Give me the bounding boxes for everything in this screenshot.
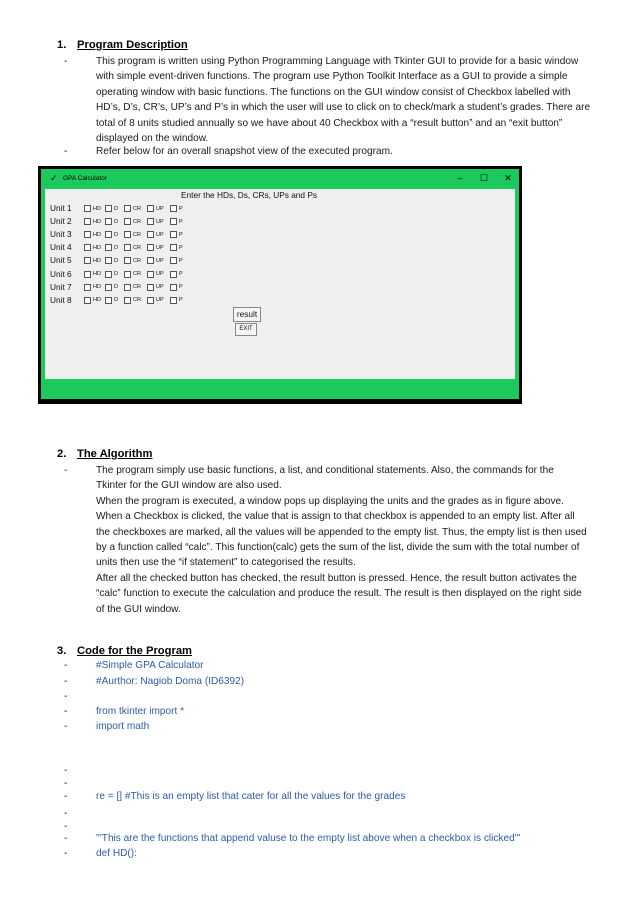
grade-checkbox-up[interactable] [147, 257, 164, 264]
checkbox-box[interactable] [147, 231, 154, 238]
grade-checkbox-hd[interactable] [84, 231, 101, 238]
checkbox-label: HD [93, 231, 101, 238]
checkbox-label: CR [133, 271, 141, 277]
checkbox-label: D [114, 257, 118, 264]
text-line: of the GUI window. [96, 603, 181, 615]
grade-checkbox-cr[interactable] [124, 218, 141, 225]
grade-checkbox-p[interactable] [170, 284, 183, 291]
checkbox-box[interactable] [84, 218, 91, 225]
grade-checkbox-up[interactable] [147, 284, 164, 291]
checkbox-box[interactable] [84, 297, 91, 304]
grade-checkbox-cr[interactable] [124, 271, 141, 278]
checkbox-label: CR [133, 231, 141, 238]
grade-checkbox-up[interactable] [147, 218, 164, 225]
grade-checkbox-d[interactable] [105, 297, 118, 304]
window-client-area [45, 189, 515, 379]
unit-label: Unit 7 [50, 281, 72, 292]
code-text: def HD(): [96, 848, 137, 859]
text-line: total of 8 units studied annually so we have about 40 Checkbox with a “result button” and an “exit button” [96, 117, 563, 129]
section-2-heading [57, 448, 152, 460]
code-text: import math [96, 721, 150, 732]
gui-screenshot [38, 166, 522, 404]
text-line: The program simply use basic functions, a list, and conditional statements. Also, the commands for the [96, 465, 554, 476]
text-line: the checkboxes are marked, all the values will be appended to the empty list. Thus, the empty list is then used [96, 526, 587, 538]
checkbox-box[interactable] [147, 205, 154, 212]
checkbox-box[interactable] [124, 257, 131, 264]
checkbox-label: UP [156, 205, 164, 212]
checkbox-box[interactable] [84, 257, 91, 264]
document-page: 1. Program Description - This program is written using Python Programming Language with Tkinter GUI to provide for a basic window with simple event-driven functions. The program use Python Toolkit Interface as a GUI to provide a simple operating window with basic functions. The functions on the GUI window consist of Checkbox labelled with HD’s, D’s, CR’s, UP’s and P’s in which the user will use to click on to check/mark a student’s grades. There are total of 8 units studied annually so we have about 40 Checkbox with a “result button” and an “exit button” displayed on the window. - Refer below for an overall snapshot view of the executed program. ✓ GPA Calculator – ☐ ✕ Enter the HDs, Ds, CRs, UPs and Ps result EXIT Unit 1 HD D CR UP P Unit 2 HD D CR UP P Unit 3 HD D CR UP P Unit 4 HD D CR UP P Unit 5 HD D CR UP P Unit 6 HD D CR UP P Unit 7 HD D CR UP P Unit 8 HD D CR UP P 2. The Algorithm - The program simply use basic functions, a list, and conditional statements. Also, the commands for the Tkinter for the GUI window are also used. When the program is executed, a window pops up displaying the units and the grades as in figure above. When a Checkbox is clicked, the value that is assign to that checkbox is appended to an empty list. After all the checkboxes are marked, all the values will be appended to the empty list. Thus, the empty list is then used by a function called “calc”. This function(calc) gets the sum of the list, divide the sum with the total number of units then use the “if statement” to categorised the results. After all the checked button has checked, the result button is pressed. Hence, the result button activates the “calc” function to execute the calculation and produce the result. The result is then displayed on the right side of the GUI window. 3. Code for the Program - #Simple GPA Calculator - #Aurthor: Nagiob Doma (ID6392) - - from tkinter import * - import math - - - re = [] #This is an empty list that cater for all the values for the grades - - - '''This are the functions that append valuse to the empty list above when a checkbox is clicked''' - def HD(): [0, 0, 638, 902]
checkbox-box[interactable] [84, 271, 91, 278]
section-title: Code for the Program [77, 645, 192, 657]
text-line: This program is written using Python Programming Language with Tkinter GUI to provide for a basic window [96, 56, 579, 67]
grade-checkbox-p[interactable] [170, 271, 183, 278]
checkbox-label: UP [156, 284, 164, 291]
grade-checkbox-hd[interactable] [84, 271, 101, 278]
checkbox-box[interactable] [170, 257, 177, 264]
grade-checkbox-hd[interactable] [84, 297, 101, 304]
window-titlebar [41, 169, 519, 189]
checkbox-box[interactable] [105, 244, 112, 251]
checkbox-label: CR [133, 205, 141, 212]
checkbox-box[interactable] [105, 218, 112, 225]
checkbox-label: HD [93, 271, 101, 277]
text-line: When a Checkbox is clicked, the value that is assign to that checkbox is appended to an empty list. After all [96, 511, 575, 523]
checkbox-label: P [179, 257, 183, 264]
checkbox-box[interactable] [170, 284, 177, 291]
grade-checkbox-p[interactable] [170, 205, 183, 212]
grade-checkbox-d[interactable] [105, 271, 118, 278]
checkbox-label: UP [156, 297, 164, 304]
unit-label: Unit 3 [50, 229, 72, 240]
grade-checkbox-p[interactable] [170, 244, 183, 251]
grade-checkbox-up[interactable] [147, 244, 164, 251]
checkbox-box[interactable] [147, 297, 154, 304]
grade-checkbox-up[interactable] [147, 231, 164, 238]
checkbox-box[interactable] [170, 297, 177, 304]
checkbox-label: D [114, 244, 118, 251]
checkbox-box[interactable] [147, 257, 154, 264]
unit-label: Unit 1 [50, 203, 72, 213]
checkbox-box[interactable] [170, 231, 177, 238]
checkbox-box[interactable] [147, 218, 154, 225]
grade-checkbox-p[interactable] [170, 218, 183, 225]
maximize-button[interactable]: ☐ [479, 173, 489, 183]
grade-checkbox-hd[interactable] [84, 257, 101, 264]
checkbox-box[interactable] [124, 244, 131, 251]
checkbox-label: P [179, 205, 183, 212]
text-line: After all the checked button has checked, the result button is pressed. Hence, the result button activates the [96, 572, 577, 584]
checkbox-box[interactable] [124, 271, 131, 278]
checkbox-label: HD [93, 257, 101, 264]
grade-checkbox-d[interactable] [105, 231, 118, 238]
close-button[interactable]: ✕ [504, 173, 512, 183]
checkbox-label: UP [156, 218, 164, 225]
checkbox-box[interactable] [147, 244, 154, 251]
text-line: by a function called “calc”. This function(calc) gets the sum of the list, divide the sum with the total number of [96, 542, 580, 554]
section-1-heading [57, 39, 188, 51]
checkbox-label: CR [133, 244, 141, 251]
grade-checkbox-hd[interactable] [84, 244, 101, 251]
checkbox-box[interactable] [105, 231, 112, 238]
text-line: HD’s, D’s, CR’s, UP’s and P’s in which the user will use to click on to check/mark a student’s grades. There are [96, 102, 591, 114]
checkbox-box[interactable] [147, 284, 154, 291]
section-title: The Algorithm [77, 448, 153, 460]
checkbox-label: HD [93, 284, 101, 291]
code-text: '''This are the functions that append valuse to the empty list above when a checkbox is clicked''' [96, 833, 521, 844]
text-line: operating window with basic functions. The functions on the GUI window consist of Checkbox labelled with [96, 86, 571, 98]
code-text: from tkinter import * [96, 705, 185, 717]
checkbox-label: CR [133, 284, 141, 291]
checkbox-box[interactable] [170, 244, 177, 251]
unit-label: Unit 5 [50, 255, 72, 266]
checkbox-label: UP [156, 231, 164, 238]
minimize-button[interactable]: – [457, 173, 463, 183]
text-line: Tkinter for the GUI window are also used. [96, 480, 282, 492]
text-line: When the program is executed, a window pops up displaying the units and the grades as in figure above. [96, 495, 564, 507]
checkbox-label: D [114, 284, 118, 291]
feather-icon: ✓ [50, 173, 58, 183]
checkbox-box[interactable] [105, 284, 112, 291]
checkbox-label: UP [156, 244, 164, 251]
grade-checkbox-hd[interactable] [84, 218, 101, 225]
checkbox-label: HD [93, 244, 101, 251]
unit-label: Unit 6 [50, 268, 72, 279]
checkbox-box[interactable] [105, 297, 112, 304]
code-text: re = [] #This is an empty list that cater for all the values for the grades [96, 790, 406, 802]
grade-checkbox-d[interactable] [105, 205, 118, 212]
unit-label: Unit 8 [50, 294, 72, 305]
checkbox-box[interactable] [84, 205, 91, 212]
checkbox-label: D [114, 271, 118, 277]
checkbox-box[interactable] [84, 231, 91, 238]
grade-checkbox-up[interactable] [147, 297, 164, 304]
checkbox-label: HD [93, 218, 101, 225]
gui-heading: Enter the HDs, Ds, CRs, UPs and Ps [181, 190, 318, 200]
checkbox-label: UP [156, 271, 164, 277]
grade-checkbox-up[interactable] [147, 205, 164, 212]
checkbox-label: D [114, 297, 118, 304]
checkbox-label: P [179, 297, 183, 304]
checkbox-box[interactable] [124, 231, 131, 238]
text-line: Refer below for an overall snapshot view of the executed program. [96, 146, 393, 157]
grade-checkbox-p[interactable] [170, 231, 183, 238]
checkbox-label: P [179, 218, 183, 225]
text-line: “calc” function to execute the calculation and produce the result. The result is then displayed on the right side [96, 588, 582, 600]
checkbox-box[interactable] [170, 205, 177, 212]
grade-checkbox-up[interactable] [147, 271, 164, 278]
checkbox-box[interactable] [170, 218, 177, 225]
checkbox-box[interactable] [170, 271, 177, 278]
section-number: 3. [57, 645, 67, 657]
checkbox-box[interactable] [124, 284, 131, 291]
section-number: 2. [57, 448, 67, 460]
grade-checkbox-hd[interactable] [84, 284, 101, 291]
checkbox-label: P [179, 244, 183, 251]
grade-checkbox-d[interactable] [105, 257, 118, 264]
grade-checkbox-p[interactable] [170, 257, 183, 264]
grade-checkbox-cr[interactable] [124, 284, 141, 291]
grade-checkbox-hd[interactable] [84, 205, 101, 212]
checkbox-label: D [114, 218, 118, 225]
checkbox-box[interactable] [84, 244, 91, 251]
grade-checkbox-d[interactable] [105, 244, 118, 251]
checkbox-label: CR [133, 257, 141, 264]
section-title: Program Description [77, 39, 188, 51]
grade-checkbox-cr[interactable] [124, 231, 141, 238]
section-number: 1. [57, 39, 67, 51]
code-text: #Aurthor: Nagiob Doma (ID6392) [96, 675, 245, 687]
text-line: displayed on the window. [96, 133, 209, 145]
checkbox-label: HD [93, 297, 101, 304]
checkbox-box[interactable] [124, 218, 131, 225]
checkbox-box[interactable] [105, 205, 112, 212]
grade-checkbox-d[interactable] [105, 284, 118, 291]
checkbox-label: UP [156, 257, 164, 264]
grade-checkbox-d[interactable] [105, 218, 118, 225]
checkbox-box[interactable] [124, 297, 131, 304]
grade-checkbox-cr[interactable] [124, 244, 141, 251]
exit-button[interactable]: EXIT [235, 323, 257, 336]
grade-checkbox-p[interactable] [170, 297, 183, 304]
checkbox-box[interactable] [105, 257, 112, 264]
unit-label: Unit 2 [50, 216, 72, 227]
checkbox-label: P [179, 271, 183, 277]
section-3-heading [57, 645, 192, 657]
grade-checkbox-cr[interactable] [124, 297, 141, 304]
window-title: GPA Calculator [63, 175, 107, 182]
checkbox-box[interactable] [105, 271, 112, 278]
checkbox-label: HD [93, 205, 101, 212]
grade-checkbox-cr[interactable] [124, 257, 141, 264]
checkbox-box[interactable] [84, 284, 91, 291]
text-line: with simple event-driven functions. The program use Python Toolkit Interface as a GUI to provide a simple [96, 71, 568, 83]
text-line: units then use the “if statement” to categorised the results. [96, 557, 356, 569]
code-text: #Simple GPA Calculator [96, 660, 204, 671]
checkbox-label: D [114, 231, 118, 238]
checkbox-label: P [179, 231, 183, 238]
unit-label: Unit 4 [50, 242, 72, 253]
checkbox-label: D [114, 205, 118, 212]
checkbox-label: CR [133, 297, 141, 304]
checkbox-label: P [179, 284, 183, 291]
checkbox-label: CR [133, 218, 141, 225]
grade-checkbox-cr[interactable] [124, 205, 141, 212]
checkbox-box[interactable] [124, 205, 131, 212]
checkbox-box[interactable] [147, 271, 154, 278]
result-button[interactable]: result [233, 307, 261, 322]
